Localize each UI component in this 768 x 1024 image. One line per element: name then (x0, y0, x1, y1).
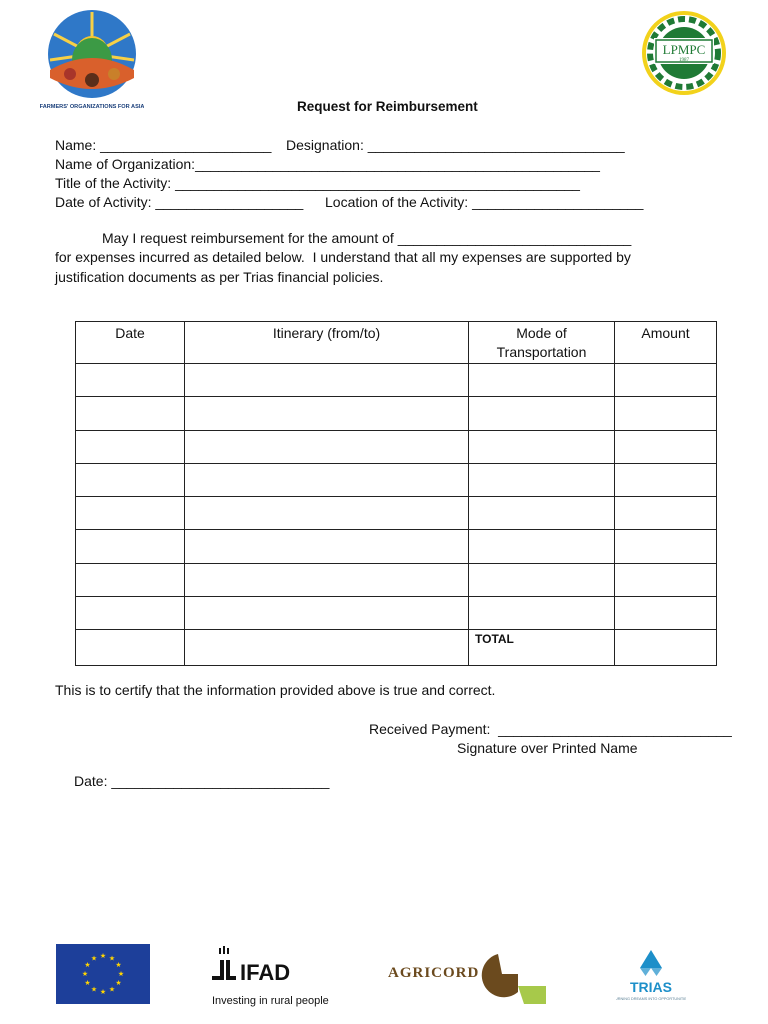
cell-amount[interactable] (615, 364, 717, 397)
table-row (76, 430, 717, 463)
svg-text:★: ★ (108, 985, 116, 994)
cell-itinerary[interactable] (185, 430, 469, 463)
cell-itinerary[interactable] (185, 463, 469, 496)
cell-amount[interactable] (615, 497, 717, 530)
trias-logo (616, 946, 686, 1008)
col-header-amount: Amount (615, 322, 717, 364)
cell-mode[interactable] (469, 463, 615, 496)
activity-title-field[interactable]: Title of the Activity: ____________________________________________________ (55, 175, 580, 191)
received-payment-field[interactable]: Received Payment: ______________________________ (369, 721, 732, 737)
cell-date[interactable] (76, 364, 185, 397)
ifad-name: IFAD (240, 960, 291, 985)
eu-flag-logo (56, 944, 150, 1004)
table-row (76, 597, 717, 630)
cell-mode[interactable] (469, 497, 615, 530)
cell-mode[interactable] (469, 430, 615, 463)
cell-amount[interactable] (615, 463, 717, 496)
col-header-mode-line1: Mode of (516, 325, 567, 341)
cell-amount[interactable] (615, 430, 717, 463)
svg-text:★: ★ (90, 985, 98, 994)
total-label: TOTAL (469, 630, 615, 665)
col-header-date: Date (76, 322, 185, 364)
svg-text:★: ★ (81, 970, 89, 978)
organization-field[interactable]: Name of Organization:____________________________________________________ (55, 156, 600, 172)
cell-date[interactable] (76, 630, 185, 665)
cell-mode[interactable] (469, 597, 615, 630)
paragraph-line-3: justification documents as per Trias financial policies. (55, 269, 384, 285)
table-row (76, 397, 717, 430)
cell-date[interactable] (76, 397, 185, 430)
signature-caption: Signature over Printed Name (457, 740, 638, 756)
cell-mode[interactable] (469, 530, 615, 563)
itinerary-table (75, 321, 717, 666)
total-amount-cell[interactable] (615, 630, 717, 665)
svg-text:★: ★ (84, 979, 91, 987)
svg-text:★: ★ (108, 954, 116, 963)
col-header-itinerary: Itinerary (from/to) (185, 322, 469, 364)
lpmpc-logo (632, 8, 736, 98)
cell-amount[interactable] (615, 597, 717, 630)
cell-amount[interactable] (615, 397, 717, 430)
activity-date-field[interactable]: Date of Activity: ___________________ (55, 194, 304, 210)
name-field[interactable]: Name: ______________________ (55, 137, 272, 153)
col-header-mode (469, 322, 615, 364)
ifad-logo (210, 946, 340, 1008)
table-row (76, 364, 717, 397)
paragraph-line-2: for expenses incurred as detailed below. I understand that all my expenses are supported by (55, 249, 631, 265)
svg-text:★: ★ (115, 961, 122, 969)
cell-date[interactable] (76, 563, 185, 596)
cell-mode[interactable] (469, 397, 615, 430)
cell-itinerary[interactable] (185, 497, 469, 530)
cell-itinerary[interactable] (185, 530, 469, 563)
cell-mode[interactable] (469, 364, 615, 397)
cell-date[interactable] (76, 597, 185, 630)
cell-itinerary[interactable] (185, 630, 469, 665)
total-row (76, 630, 717, 665)
designation-field[interactable]: Designation: _________________________________ (286, 137, 625, 153)
activity-location-field[interactable]: Location of the Activity: ______________________ (325, 194, 644, 210)
logo-caption: FARMERS' ORGANIZATIONS FOR ASIA (40, 104, 144, 110)
ifad-tagline: Investing in rural people (212, 995, 329, 1007)
svg-text:★: ★ (90, 954, 98, 963)
table-row (76, 463, 717, 496)
cell-itinerary[interactable] (185, 597, 469, 630)
agricord-name: AGRICORD (388, 965, 480, 981)
cell-itinerary[interactable] (185, 364, 469, 397)
cell-mode[interactable] (469, 563, 615, 596)
cell-date[interactable] (76, 463, 185, 496)
farmers-organizations-logo (40, 8, 144, 112)
cell-date[interactable] (76, 530, 185, 563)
svg-text:★: ★ (99, 988, 107, 996)
table-header-row (76, 322, 717, 364)
form-title: Request for Reimbursement (297, 99, 478, 114)
col-header-mode-line2: Transportation (496, 344, 587, 360)
cell-amount[interactable] (615, 563, 717, 596)
cell-date[interactable] (76, 497, 185, 530)
certification-text: This is to certify that the information provided above is true and correct. (55, 682, 496, 698)
trias-tagline: TURNING DREAMS INTO OPPORTUNITIES (616, 997, 686, 1001)
cell-itinerary[interactable] (185, 397, 469, 430)
svg-text:★: ★ (99, 952, 107, 960)
lpmpc-text: LPMPC (662, 42, 706, 57)
svg-text:★: ★ (115, 979, 122, 987)
cell-amount[interactable] (615, 530, 717, 563)
table-row (76, 563, 717, 596)
table-row (76, 530, 717, 563)
svg-text:★: ★ (84, 961, 91, 969)
reimbursement-amount-line[interactable]: May I request reimbursement for the amount of ______________________________ (102, 230, 632, 246)
date-field[interactable]: Date: ____________________________ (74, 773, 330, 789)
cell-itinerary[interactable] (185, 563, 469, 596)
table-row (76, 497, 717, 530)
agricord-logo (388, 952, 552, 1008)
trias-name: TRIAS (630, 979, 672, 995)
svg-text:★: ★ (117, 970, 125, 978)
lpmpc-year: 1987 (679, 58, 689, 63)
cell-date[interactable] (76, 430, 185, 463)
